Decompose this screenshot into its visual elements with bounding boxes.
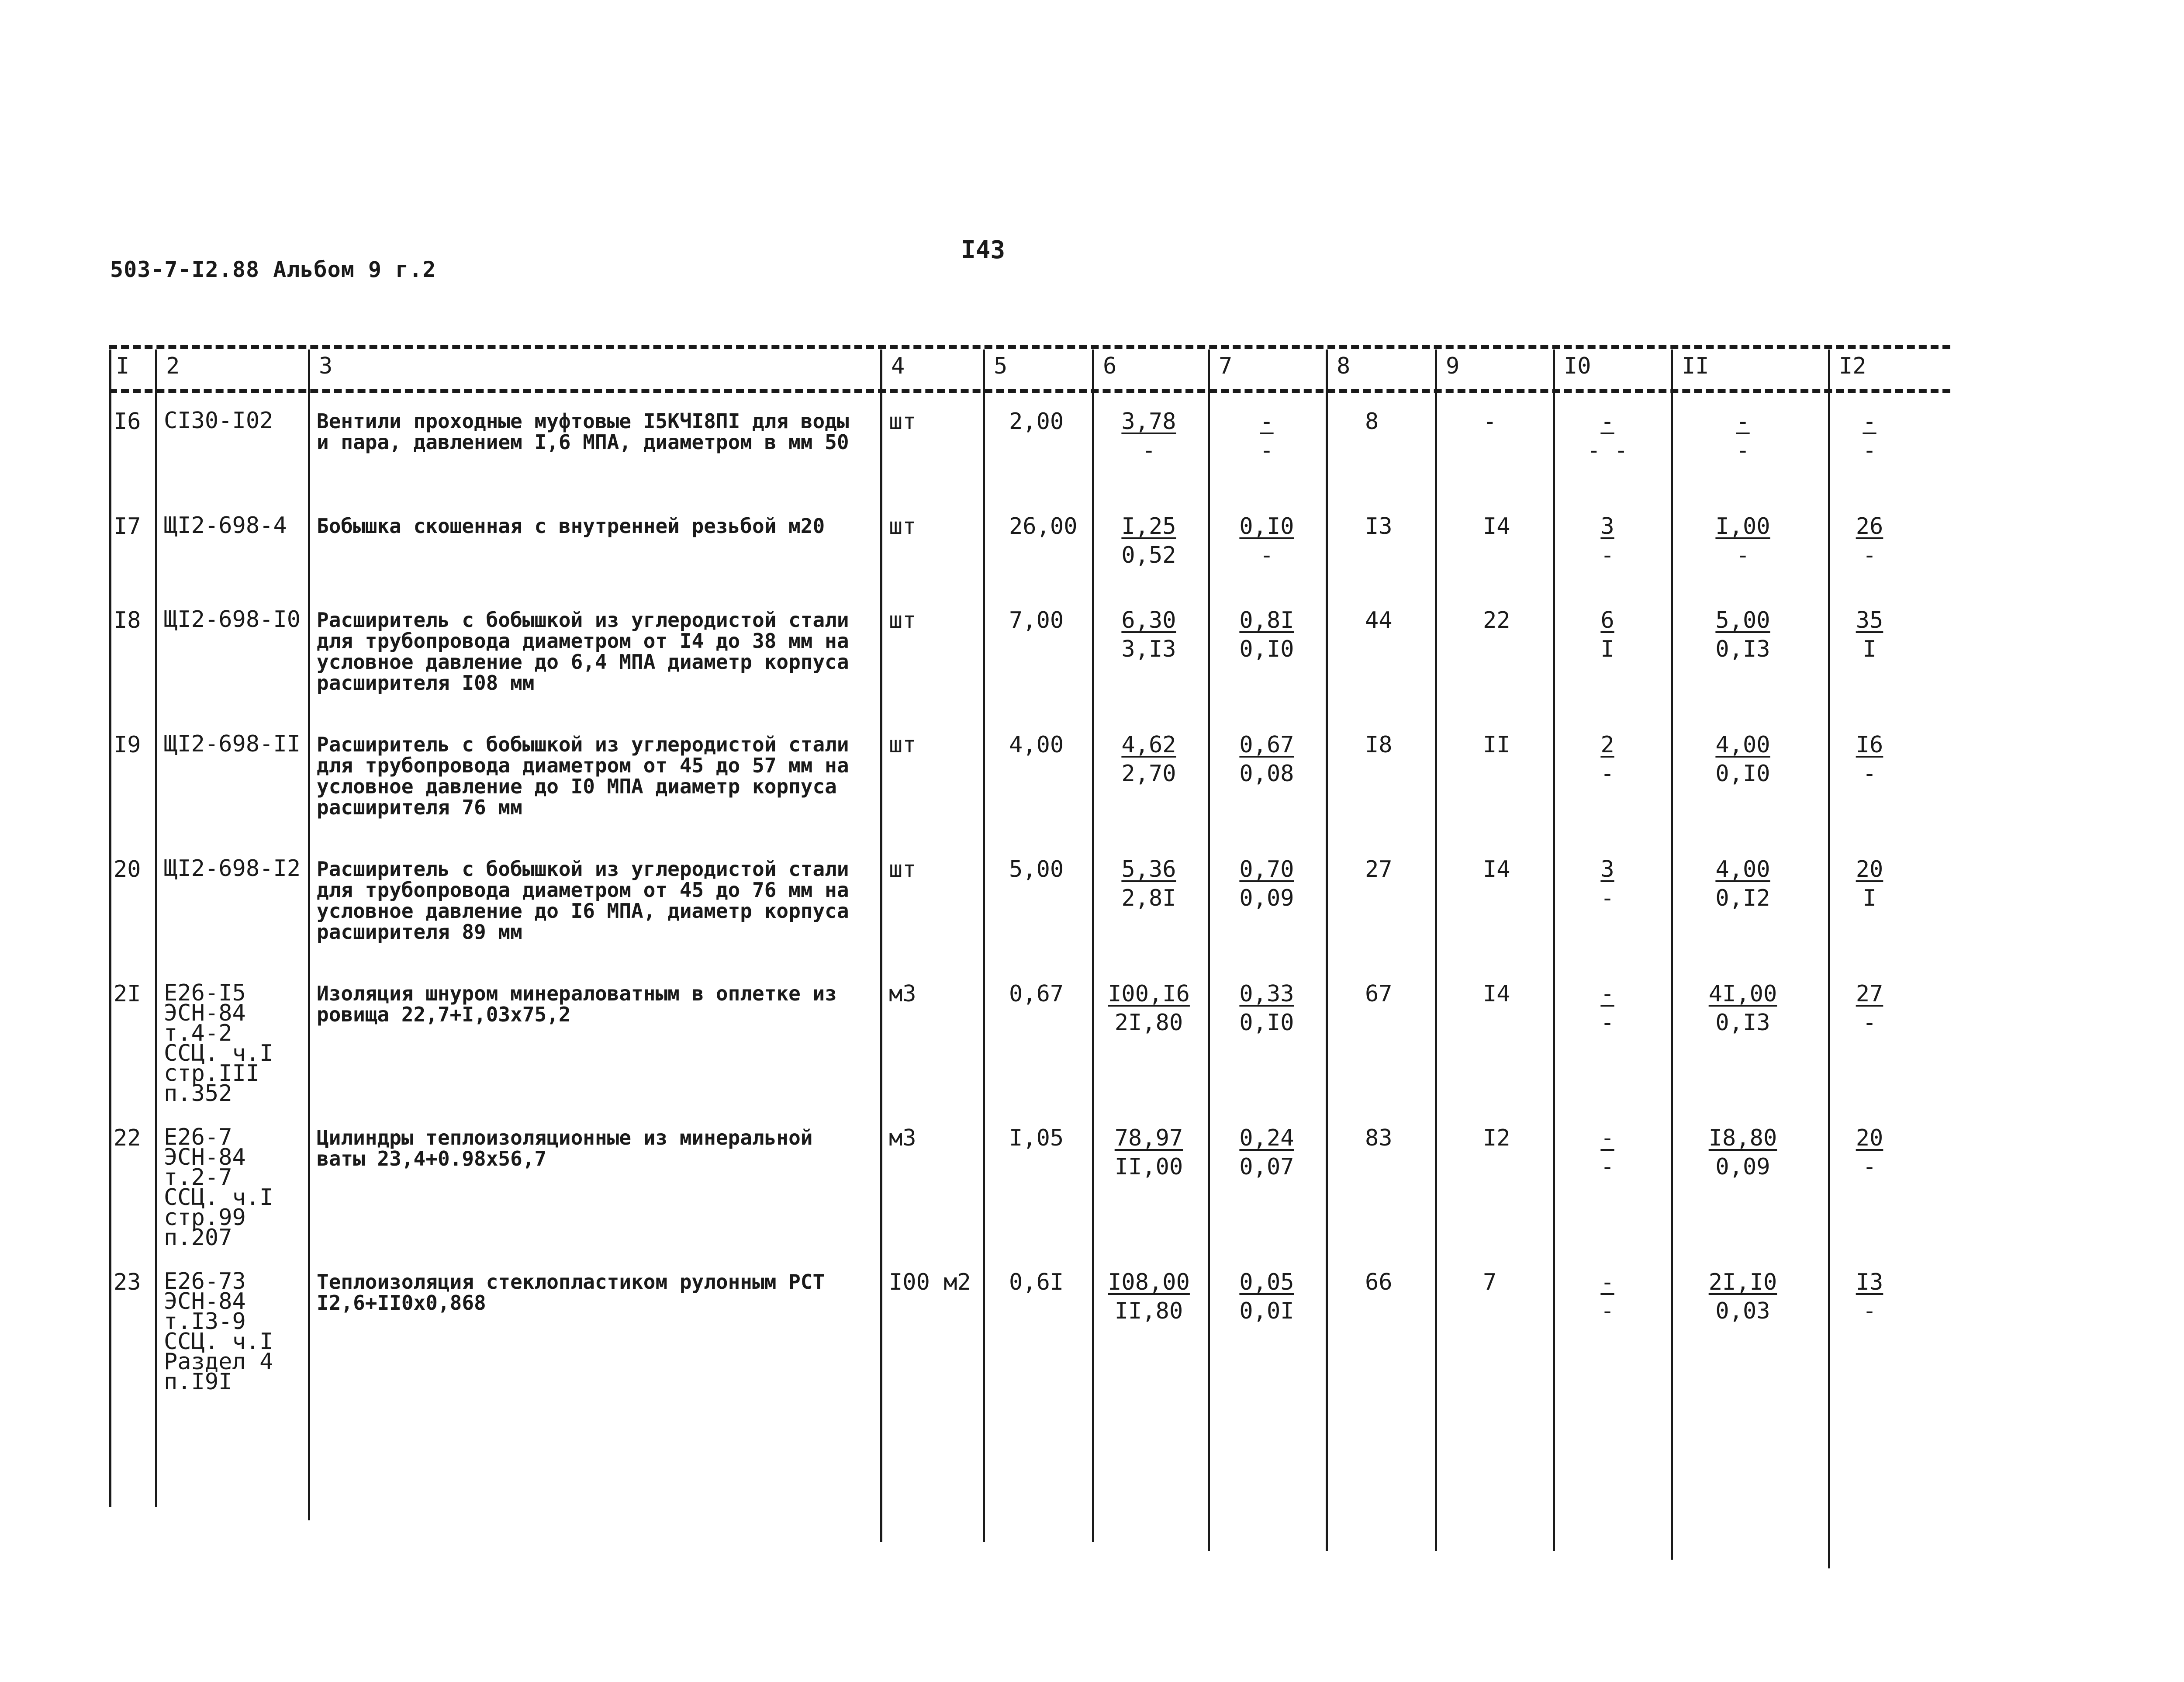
row-number: I6 [114, 408, 141, 435]
work-description: Бобышка скошенная с внутренней резьбой м20 [317, 514, 825, 538]
table-left-border [109, 350, 111, 1507]
col-12-value-lower: - [1863, 437, 1876, 464]
labor-cost [1216, 512, 1317, 570]
col-10-value-lower: - - [1587, 437, 1628, 464]
col-9-value: II [1483, 732, 1510, 758]
unit-cost-upper: 4,62 [1121, 732, 1176, 758]
col-12-value [1841, 606, 1898, 664]
column-header-10: I0 [1564, 353, 1591, 379]
col-12-value-lower: - [1863, 1298, 1876, 1324]
col-10-value-upper: 2 [1600, 732, 1614, 758]
labor-cost-upper: 0,67 [1239, 732, 1294, 758]
col-12-value-upper: 20 [1856, 1125, 1883, 1151]
unit-cost [1101, 979, 1197, 1037]
col-10-value [1570, 1268, 1645, 1326]
column-divider [983, 350, 985, 1542]
labor-cost [1216, 855, 1317, 913]
col-8-value: I8 [1365, 732, 1393, 758]
labor-cost-upper: 0,05 [1239, 1269, 1294, 1295]
col-9-value: 22 [1483, 607, 1510, 633]
labor-cost-lower: - [1260, 437, 1274, 464]
unit: шт [889, 607, 916, 633]
col-8-value: 8 [1365, 408, 1379, 435]
quantity: 26,00 [1009, 513, 1078, 540]
col-10-value-lower: - [1600, 1010, 1614, 1036]
col-12-value [1841, 407, 1898, 465]
column-divider [1828, 350, 1830, 1568]
col-10-value [1570, 730, 1645, 788]
quantity: 4,00 [1009, 732, 1064, 758]
col-10-value-upper: 3 [1600, 513, 1614, 540]
unit-cost-lower: 2,8I [1121, 885, 1176, 911]
column-divider [1208, 350, 1210, 1551]
work-description: Теплоизоляция стеклопластиком рулонным РСТ I2,6+II0х0,868 [317, 1270, 825, 1315]
col-9-value: - [1483, 408, 1497, 435]
column-divider [1553, 350, 1555, 1551]
col-12-value-lower: - [1863, 542, 1876, 568]
unit-cost [1101, 855, 1197, 913]
col-8-value: 44 [1365, 607, 1393, 633]
col-10-value-lower: I [1600, 636, 1614, 662]
col-10-value [1570, 979, 1645, 1037]
unit-cost [1101, 1124, 1197, 1181]
labor-cost [1216, 1268, 1317, 1326]
column-header-6: 6 [1103, 353, 1117, 379]
col-10-value-upper: - [1600, 1269, 1614, 1295]
unit-cost-upper: I,25 [1121, 513, 1176, 540]
col-11-value-upper: 2I,I0 [1708, 1269, 1777, 1295]
labor-cost-upper: 0,70 [1239, 856, 1294, 883]
col-11-value-upper: I8,80 [1708, 1125, 1777, 1151]
col-10-value [1570, 1124, 1645, 1181]
row-number: 22 [114, 1125, 141, 1151]
col-9-value: I4 [1483, 981, 1510, 1007]
col-12-value-upper: 27 [1856, 981, 1883, 1007]
unit: шт [889, 513, 916, 540]
col-12-value-lower: - [1863, 1010, 1876, 1036]
row-number: I9 [114, 732, 141, 758]
col-12-value [1841, 730, 1898, 788]
col-12-value-upper: 35 [1856, 607, 1883, 633]
column-divider [1435, 350, 1437, 1551]
col-12-value-lower: I [1863, 636, 1876, 662]
col-11-value-lower: 0,I0 [1715, 761, 1770, 787]
column-header-8: 8 [1337, 353, 1351, 379]
col-11-value-upper: - [1736, 408, 1750, 435]
column-header-4: 4 [891, 353, 905, 379]
rate-code: Е26-I5 ЭСН-84 т.4-2 ССЦ. ч.I стр.III п.352 [164, 980, 273, 1107]
work-description: Вентили проходные муфтовые I5КЧI8ПI для воды и пара, давлением I,6 МПА, диаметром в мм 50 [317, 409, 849, 454]
col-9-value: I4 [1483, 856, 1510, 883]
col-11-value-lower: 0,I2 [1715, 885, 1770, 911]
rate-code: ЩI2-698-I2 [164, 855, 301, 882]
work-description: Изоляция шнуром минераловатным в оплетке из ровища 22,7+I,03х75,2 [317, 982, 837, 1026]
col-12-value-lower: - [1863, 761, 1876, 787]
row-number: I7 [114, 513, 141, 540]
col-9-value: I2 [1483, 1125, 1510, 1151]
unit-cost-lower: 3,I3 [1121, 636, 1176, 662]
work-description: Расширитель с бобышкой из углеродистой стали для трубопровода диаметром от I4 до 38 мм на условное давление до 6,4 МПА диаметр корпуса расширителя I08 мм [317, 608, 849, 695]
rate-code: ЩI2-698-I0 [164, 606, 301, 633]
unit-cost [1101, 407, 1197, 465]
rate-code: Е26-73 ЭСН-84 т.I3-9 ССЦ. ч.I Раздел 4 п.I9I [164, 1268, 273, 1395]
unit: м3 [889, 981, 916, 1007]
quantity: I,05 [1009, 1125, 1064, 1151]
quantity: 0,6I [1009, 1269, 1064, 1295]
col-9-value: 7 [1483, 1269, 1497, 1295]
col-11-value-lower: 0,03 [1715, 1298, 1770, 1324]
col-10-value-upper: - [1600, 408, 1614, 435]
col-9-value: I4 [1483, 513, 1510, 540]
col-10-value [1570, 512, 1645, 570]
col-10-value-lower: - [1600, 761, 1614, 787]
col-10-value [1570, 606, 1645, 664]
labor-cost-lower: 0,09 [1239, 885, 1294, 911]
column-header-9: 9 [1446, 353, 1460, 379]
col-11-value-lower: 0,I3 [1715, 636, 1770, 662]
col-11-value-upper: I,00 [1715, 513, 1770, 540]
col-11-value-lower: - [1736, 542, 1750, 568]
column-divider [1092, 350, 1094, 1542]
labor-cost-upper: 0,8I [1239, 607, 1294, 633]
col-11-value [1688, 606, 1797, 664]
col-11-value [1688, 855, 1797, 913]
labor-cost [1216, 407, 1317, 465]
col-12-value [1841, 1124, 1898, 1181]
col-8-value: 83 [1365, 1125, 1393, 1151]
col-12-value-upper: I3 [1856, 1269, 1883, 1295]
col-10-value-lower: - [1600, 1298, 1614, 1324]
col-11-value-lower: 0,09 [1715, 1154, 1770, 1180]
column-header-7: 7 [1219, 353, 1233, 379]
labor-cost-upper: - [1260, 408, 1274, 435]
labor-cost-lower: 0,08 [1239, 761, 1294, 787]
labor-cost-lower: 0,07 [1239, 1154, 1294, 1180]
col-12-value [1841, 512, 1898, 570]
unit: м3 [889, 1125, 916, 1151]
unit-cost [1101, 1268, 1197, 1326]
col-11-value [1688, 512, 1797, 570]
col-10-value [1570, 855, 1645, 913]
table-top-border [109, 345, 1950, 349]
col-12-value-lower: I [1863, 885, 1876, 911]
unit: I00 м2 [889, 1269, 971, 1295]
col-10-value-lower: - [1600, 885, 1614, 911]
col-11-value [1688, 1124, 1797, 1181]
rate-code: ЩI2-698-II [164, 731, 301, 757]
column-header-1: I [116, 353, 130, 379]
quantity: 2,00 [1009, 408, 1064, 435]
work-description: Цилиндры теплоизоляционные из минеральной ваты 23,4+0.98х56,7 [317, 1126, 813, 1170]
col-12-value-lower: - [1863, 1154, 1876, 1180]
col-11-value [1688, 1268, 1797, 1326]
col-12-value [1841, 855, 1898, 913]
column-header-5: 5 [994, 353, 1008, 379]
col-10-value-upper: 3 [1600, 856, 1614, 883]
column-divider [1326, 350, 1328, 1551]
col-11-value-upper: 5,00 [1715, 607, 1770, 633]
col-11-value-lower: - [1736, 437, 1750, 464]
labor-cost [1216, 606, 1317, 664]
col-8-value: 66 [1365, 1269, 1393, 1295]
col-10-value-lower: - [1600, 542, 1614, 568]
unit-cost-upper: 5,36 [1121, 856, 1176, 883]
col-12-value-upper: I6 [1856, 732, 1883, 758]
unit-cost-upper: I08,00 [1108, 1269, 1190, 1295]
work-description: Расширитель с бобышкой из углеродистой стали для трубопровода диаметром от 45 до 76 мм на условное давление до I6 МПА, диаметр корпуса расширителя 89 мм [317, 857, 849, 944]
unit-cost [1101, 730, 1197, 788]
document-code: 503-7-I2.88 Альбом 9 г.2 [110, 257, 436, 282]
quantity: 7,00 [1009, 607, 1064, 633]
col-11-value [1688, 407, 1797, 465]
labor-cost [1216, 979, 1317, 1037]
column-header-2: 2 [166, 353, 180, 379]
unit-cost-lower: II,00 [1114, 1154, 1183, 1180]
unit-cost-upper: 6,30 [1121, 607, 1176, 633]
labor-cost-lower: 0,I0 [1239, 1010, 1294, 1036]
column-divider [155, 350, 157, 1507]
quantity: 5,00 [1009, 856, 1064, 883]
column-divider [308, 350, 310, 1520]
unit-cost [1101, 606, 1197, 664]
estimate-table [109, 345, 1950, 1568]
column-divider [1671, 350, 1673, 1560]
col-12-value-upper: - [1863, 408, 1876, 435]
labor-cost-upper: 0,I0 [1239, 513, 1294, 540]
labor-cost-lower: 0,0I [1239, 1298, 1294, 1324]
page-number: I43 [961, 236, 1006, 264]
unit-cost-upper: 78,97 [1114, 1125, 1183, 1151]
unit-cost-lower: - [1142, 437, 1156, 464]
column-header-12: I2 [1839, 353, 1866, 379]
col-11-value-upper: 4,00 [1715, 856, 1770, 883]
col-10-value-upper: 6 [1600, 607, 1614, 633]
row-number: 23 [114, 1269, 141, 1295]
unit-cost-upper: 3,78 [1121, 408, 1176, 435]
labor-cost [1216, 730, 1317, 788]
unit-cost-lower: 0,52 [1121, 542, 1176, 568]
col-11-value-lower: 0,I3 [1715, 1010, 1770, 1036]
row-number: 20 [114, 856, 141, 883]
row-number: I8 [114, 607, 141, 633]
rate-code: Е26-7 ЭСН-84 т.2-7 ССЦ. ч.I стр.99 п.207 [164, 1124, 273, 1251]
col-10-value-upper: - [1600, 1125, 1614, 1151]
col-8-value: 67 [1365, 981, 1393, 1007]
col-11-value [1688, 979, 1797, 1037]
unit: шт [889, 856, 916, 883]
col-10-value-upper: - [1600, 981, 1614, 1007]
col-12-value-upper: 20 [1856, 856, 1883, 883]
col-11-value [1688, 730, 1797, 788]
labor-cost-upper: 0,33 [1239, 981, 1294, 1007]
unit-cost-lower: II,80 [1114, 1298, 1183, 1324]
col-11-value-upper: 4,00 [1715, 732, 1770, 758]
rate-code: CI30-I02 [164, 408, 273, 434]
quantity: 0,67 [1009, 981, 1064, 1007]
unit-cost [1101, 512, 1197, 570]
unit: шт [889, 732, 916, 758]
unit-cost-upper: I00,I6 [1108, 981, 1190, 1007]
header-bottom-border [109, 389, 1950, 393]
labor-cost [1216, 1124, 1317, 1181]
column-header-11: II [1682, 353, 1709, 379]
rate-code: ЩI2-698-4 [164, 512, 287, 539]
unit-cost-lower: 2I,80 [1114, 1010, 1183, 1036]
labor-cost-lower: 0,I0 [1239, 636, 1294, 662]
col-8-value: 27 [1365, 856, 1393, 883]
labor-cost-lower: - [1260, 542, 1274, 568]
col-10-value [1570, 407, 1645, 465]
labor-cost-upper: 0,24 [1239, 1125, 1294, 1151]
col-10-value-lower: - [1600, 1154, 1614, 1180]
unit-cost-lower: 2,70 [1121, 761, 1176, 787]
column-header-3: 3 [319, 353, 333, 379]
col-11-value-upper: 4I,00 [1708, 981, 1777, 1007]
row-number: 2I [114, 981, 141, 1007]
col-8-value: I3 [1365, 513, 1393, 540]
work-description: Расширитель с бобышкой из углеродистой стали для трубопровода диаметром от 45 до 57 мм на условное давление до I0 МПА диаметр корпуса расширителя 76 мм [317, 733, 849, 819]
col-12-value-upper: 26 [1856, 513, 1883, 540]
column-divider [880, 350, 882, 1542]
unit: шт [889, 408, 916, 435]
col-12-value [1841, 979, 1898, 1037]
col-12-value [1841, 1268, 1898, 1326]
